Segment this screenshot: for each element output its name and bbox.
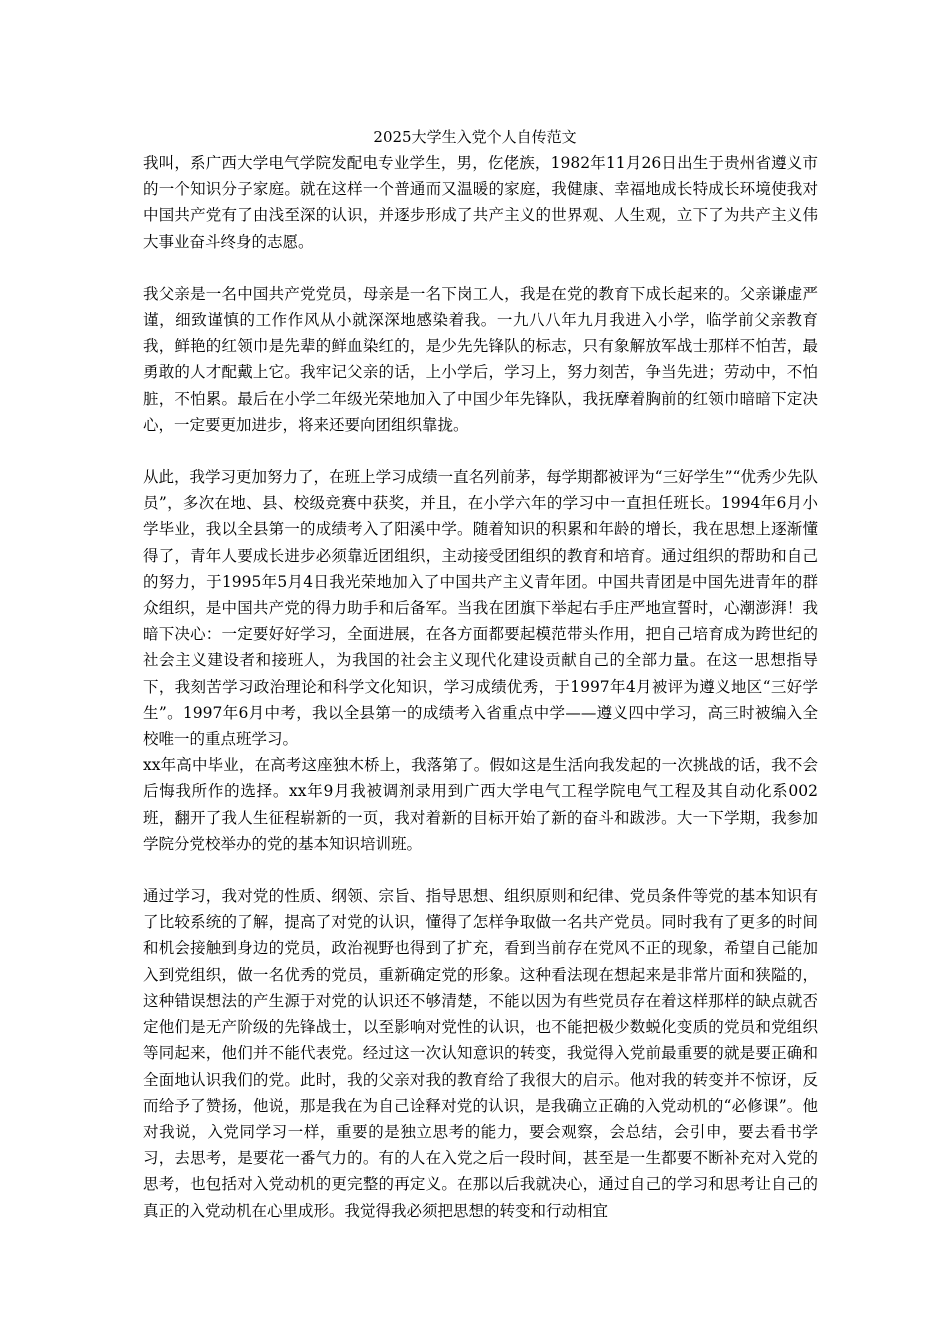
paragraph-childhood: 我父亲是一名中国共产党党员，母亲是一名下岗工人，我是在党的教育下成长起来的。父亲谦虚严谨，细致谨慎的工作作风从小就深深地感染着我。一九八八年九月我进入小学，临学前父亲教育我，鲜艳的红领巾是先辈的鲜血染红的，是少先先锋队的标志，只有象解放军战士那样不怕苦，最勇敢的人才配戴上它。我牢记父亲的话，上小学后，学习上，努力刻苦，争当先进；劳动中，不怕脏，不怕累。最后在小学二年级光荣地加入了中国少年先锋队，我抚摩着胸前的红领巾暗暗下定决心，一定要更加进步，将来还要向团组织靠拢。 (143, 284, 818, 434)
document-title: 2025大学生入党个人自传范文 (373, 128, 577, 146)
document-body (143, 150, 818, 1224)
paragraph-university: xx年高中毕业，在高考这座独木桥上，我落第了。假如这是生活向我发起的一次挑战的话，我不会后悔我所作的选择。xx年9月我被调剂录用到广西大学电气工程学院电气工程及其自动化系002班，翻开了我人生征程崭新的一页，我对着新的目标开始了新的奋斗和跋涉。大一下学期，我参加学院分党校举办的党的基本知识培训班。 (143, 756, 818, 853)
paragraph-intro: 我叫，系广西大学电气学院发配电专业学生，男，仡佬族，1982年11月26日出生于贵州省遵义市的一个知识分子家庭。就在这样一个普通而又温暖的家庭，我健康、幸福地成长特成长环境使我对中国共产党有了由浅至深的认识，并逐步形成了共产主义的世界观、人生观，立下了为共产主义伟大事业奋斗终身的志愿。 (143, 154, 818, 251)
paragraph-school: 从此，我学习更加努力了，在班上学习成绩一直名列前茅，每学期都被评为“三好学生”“优秀少先队员”，多次在地、县、校级竞赛中获奖，并且，在小学六年的学习中一直担任班长。1994年6月小学毕业，我以全县第一的成绩考入了阳溪中学。随着知识的积累和年龄的增长，我在思想上逐渐懂得了，青年人要成长进步必须靠近团组织，主动接受团组织的教育和培育。通过组织的帮助和自己的努力，于1995年5月4日我光荣地加入了中国共产主义青年团。中国共青团是中国先进青年的群众组织，是中国共产党的得力助手和后备军。当我在团旗下举起右手庄严地宣誓时，心潮澎湃！我暗下决心：一定要好好学习，全面进展，在各方面都要起模范带头作用，把自己培育成为跨世纪的社会主义建设者和接班人，为我国的社会主义现代化建设贡献自己的全部力量。在这一思想指导下，我刻苦学习政治理论和科学文化知识，学习成绩优秀，于1997年4月被评为遵义地区“三好学生”。1997年6月中考，我以全县第一的成绩考入省重点中学——遵义四中学习，高三时被编入全校唯一的重点班学习。 (143, 468, 818, 749)
paragraph-party-study: 通过学习，我对党的性质、纲领、宗旨、指导思想、组织原则和纪律、党员条件等党的基本知识有了比较系统的了解，提高了对党的认识，懂得了怎样争取做一名共产党员。同时我有了更多的时间和机会接触到身边的党员，政治视野也得到了扩充，看到当前存在党风不正的现象，希望自己能加入到党组织，做一名优秀的党员，重新确定党的形象。这种看法现在想起来是非常片面和狭隘的，这种错误想法的产生源于对党的认识还不够清楚，不能以因为有些党员存在着这样那样的缺点就否定他们是无产阶级的先锋战士，以至影响对党性的认识，也不能把极少数蜕化变质的党员和党组织等同起来，他们并不能代表党。经过这一次认知意识的转变，我觉得入党前最重要的就是要正确和全面地认识我们的党。此时，我的父亲对我的教育给了我很大的启示。他对我的转变并不惊讶，反而给予了赞扬，他说，那是我在为自己诠释对党的认识，是我确立正确的入党动机的“必修课”。他对我说，入党同学习一样，重要的是独立思考的能力，要会观察，会总结，会引申，要去看书学习，去思考，是要花一番气力的。有的人在入党之后一段时间，甚至是一生都要不断补充对入党的思考，也包括对入党动机的更完整的再定义。在那以后我就决心，通过自己的学习和思考让自己的真正的入党动机在心里成形。我觉得我必须把思想的转变和行动相宜 (143, 887, 818, 1220)
